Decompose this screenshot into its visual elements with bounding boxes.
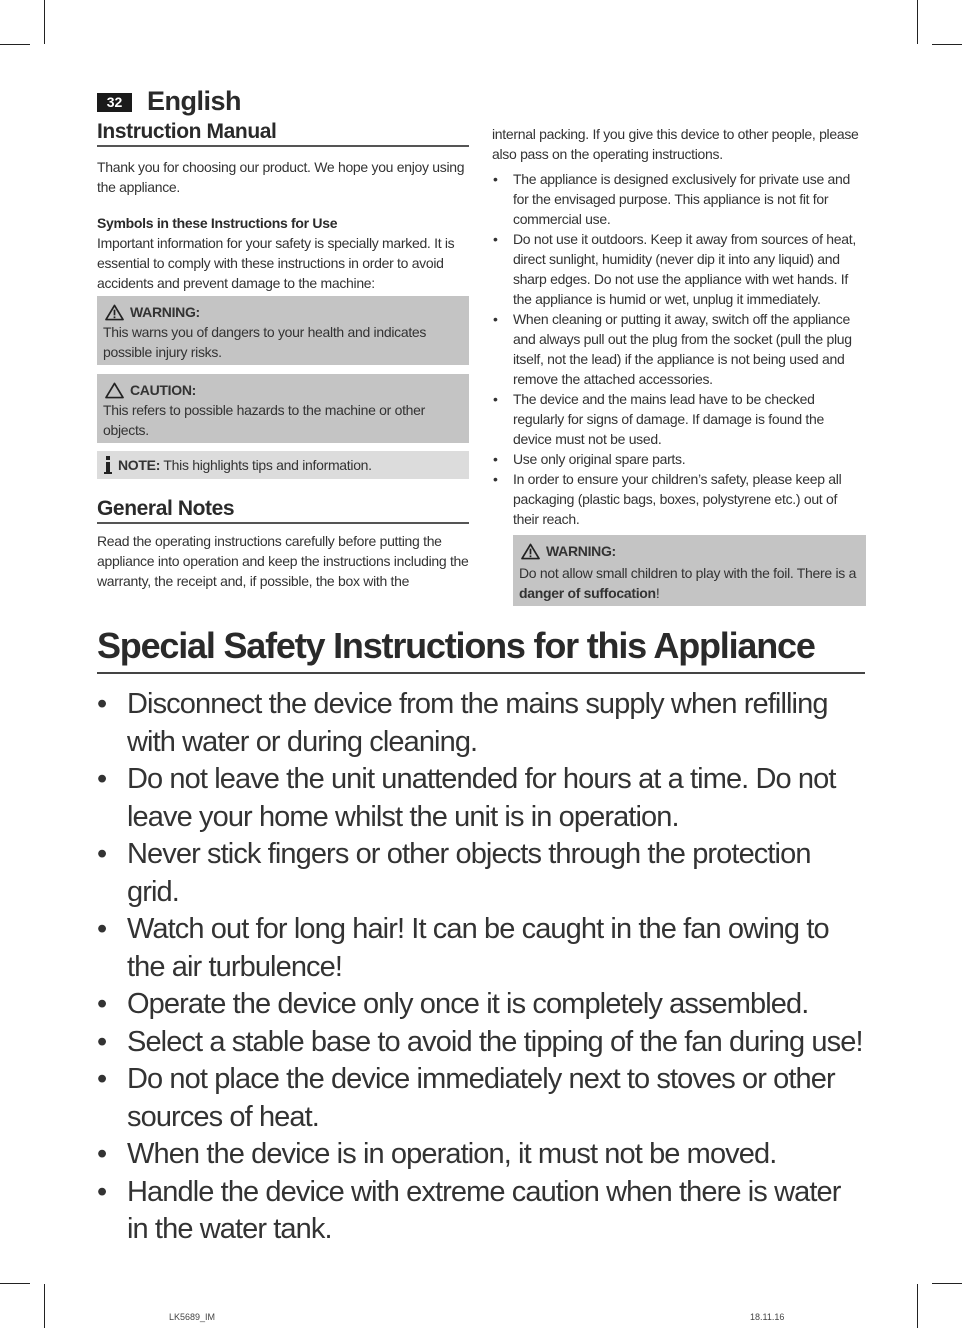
note-text: This highlights tips and information. <box>163 457 372 473</box>
warning-label: WARNING: <box>130 304 200 320</box>
special-safety-list <box>97 686 867 1249</box>
section-title-general-notes: General Notes <box>97 499 469 524</box>
crop-mark <box>0 44 30 45</box>
general-bullet-list <box>492 169 866 529</box>
list-item: • Never stick fingers or other objects through the protection grid. <box>97 836 867 911</box>
section-title-instruction-manual: Instruction Manual <box>97 122 469 147</box>
caution-box <box>97 374 469 443</box>
crop-mark <box>0 1283 30 1284</box>
intro-text: Thank you for choosing our product. We hope you enjoy using the appliance. <box>97 159 465 195</box>
list-item: • Disconnect the device from the mains supply when refilling with water or during cleaning. <box>97 686 867 761</box>
crop-mark <box>932 44 962 45</box>
list-item: • The appliance is designed exclusively for private use and for the envisaged purpose. This appliance is not fit for commercial use. <box>492 169 866 229</box>
continued-text: internal packing. If you give this device to other people, please also pass on the operating instructions. <box>492 126 859 162</box>
info-icon <box>103 455 113 475</box>
suffocation-warning-text: Do not allow small children to play with the foil. There is a danger of suffocation! <box>519 565 857 601</box>
danger-of-suffocation: danger of suffocation <box>519 585 656 601</box>
caution-triangle-icon <box>105 382 124 399</box>
list-item: • When cleaning or putting it away, switch off the appliance and always pull out the plug from the socket (pull the plug itself, not the lead) if the appliance is not being used and remove the attached accessories. <box>492 309 866 389</box>
footer-date: 18.11.16 <box>750 1312 785 1322</box>
list-item: • Do not leave the unit unattended for hours at a time. Do not leave your home whilst the unit is in operation. <box>97 761 867 836</box>
crop-mark <box>917 1284 918 1328</box>
caution-label: CAUTION: <box>130 382 197 398</box>
list-item: • Operate the device only once it is completely assembled. <box>97 986 867 1024</box>
warning-text: This warns you of dangers to your health and indicates possible injury risks. <box>103 324 427 360</box>
list-item: • Use only original spare parts. <box>492 449 866 469</box>
note-box <box>97 451 469 479</box>
right-column <box>492 124 866 606</box>
note-label: NOTE: <box>118 457 161 473</box>
list-item: • The device and the mains lead have to be checked regularly for signs of damage. If damage is found the device must not be used. <box>492 389 866 449</box>
page-number: 32 <box>97 93 132 112</box>
crop-mark <box>917 0 918 44</box>
list-item: • Do not use it outdoors. Keep it away from sources of heat, direct sunlight, humidity (never dip it into any liquid) and sharp edges. Do not use the appliance with wet hands. If the appliance is humid or wet, unplug it immediately. <box>492 229 866 309</box>
crop-mark <box>44 1284 45 1328</box>
list-item: • Watch out for long hair! It can be caught in the fan owing to the air turbulence! <box>97 911 867 986</box>
warning-triangle-icon <box>105 304 124 321</box>
general-notes-text: Read the operating instructions carefully before putting the appliance into operation and keep the instructions including the warranty, the receipt and, if possible, the box with the <box>97 533 469 589</box>
special-safety-title: Special Safety Instructions for this Appliance <box>97 624 865 674</box>
warning-triangle-icon <box>521 543 540 560</box>
footer-document-id: LK5689_IM <box>169 1312 216 1322</box>
suffocation-warning-box <box>513 535 866 606</box>
warning-label: WARNING: <box>546 543 616 559</box>
list-item: • Do not place the device immediately next to stoves or other sources of heat. <box>97 1061 867 1136</box>
caution-text: This refers to possible hazards to the machine or other objects. <box>103 402 426 438</box>
list-item: • Select a stable base to avoid the tipping of the fan during use! <box>97 1024 867 1062</box>
crop-mark <box>932 1283 962 1284</box>
symbols-text: Important information for your safety is specially marked. It is essential to comply with these instructions in order to avoid accidents and prevent damage to the machine: <box>97 235 455 291</box>
left-column <box>97 122 469 591</box>
language-heading: English <box>147 86 242 116</box>
symbols-heading: Symbols in these Instructions for Use <box>97 215 338 231</box>
crop-mark <box>44 0 45 44</box>
list-item: • Handle the device with extreme caution when there is water in the water tank. <box>97 1174 867 1249</box>
warning-box <box>97 296 469 365</box>
list-item: • In order to ensure your children’s safety, please keep all packaging (plastic bags, boxes, polystyrene etc.) out of their reach. <box>492 469 866 529</box>
list-item: • When the device is in operation, it must not be moved. <box>97 1136 867 1174</box>
